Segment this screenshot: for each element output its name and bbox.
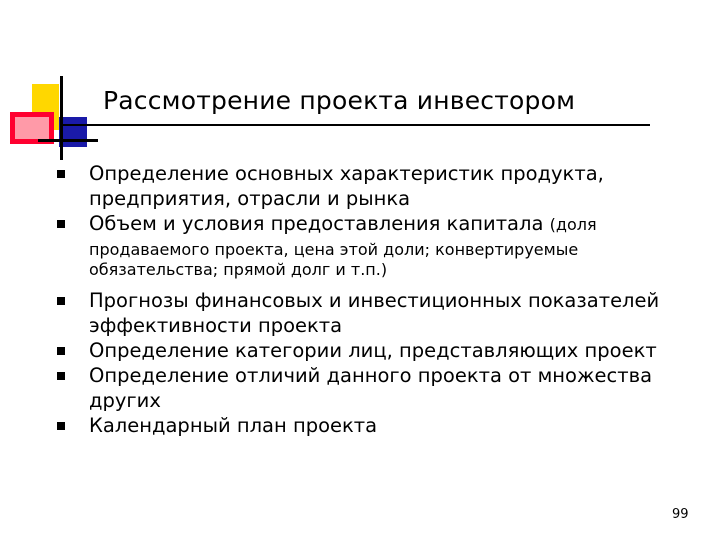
bullet-text: Определение отличий данного проекта от множества других — [89, 364, 653, 412]
slide-title: Рассмотрение проекта инвестором — [103, 86, 576, 115]
logo-vertical-line — [60, 76, 63, 160]
square-bullet-icon — [57, 297, 65, 305]
list-item — [57, 211, 697, 288]
list-item — [57, 413, 697, 438]
bullet-list — [57, 161, 697, 438]
square-bullet-icon — [57, 347, 65, 355]
list-item — [57, 363, 697, 413]
logo-horizontal-line — [38, 139, 98, 142]
bullet-text: Определение категории лиц, представляющих проект — [89, 339, 657, 362]
logo-blue-square — [59, 117, 87, 147]
title-underline — [60, 124, 650, 126]
square-bullet-icon — [57, 220, 65, 228]
bullet-note: продаваемого проекта, цена этой доли; конвертируемые обязательства; прямой долг и т.п.) — [89, 240, 579, 279]
page-number: 99 — [672, 507, 689, 522]
bullet-text: Определение основных характеристик продукта, предприятия, отрасли и рынка — [89, 162, 604, 210]
list-item — [57, 338, 697, 363]
square-bullet-icon — [57, 170, 65, 178]
bullet-note-start: (доля — [549, 215, 597, 234]
list-item — [57, 288, 697, 338]
bullet-text: Календарный план проекта — [89, 414, 378, 437]
bullet-text: Объем и условия предоставления капитала — [89, 212, 544, 235]
square-bullet-icon — [57, 372, 65, 380]
square-bullet-icon — [57, 422, 65, 430]
list-item — [57, 161, 697, 211]
bullet-text: Прогнозы финансовых и инвестиционных показателей эффективности проекта — [89, 289, 660, 337]
logo-pink-square — [15, 117, 49, 139]
decorative-logo-icon — [0, 0, 110, 170]
